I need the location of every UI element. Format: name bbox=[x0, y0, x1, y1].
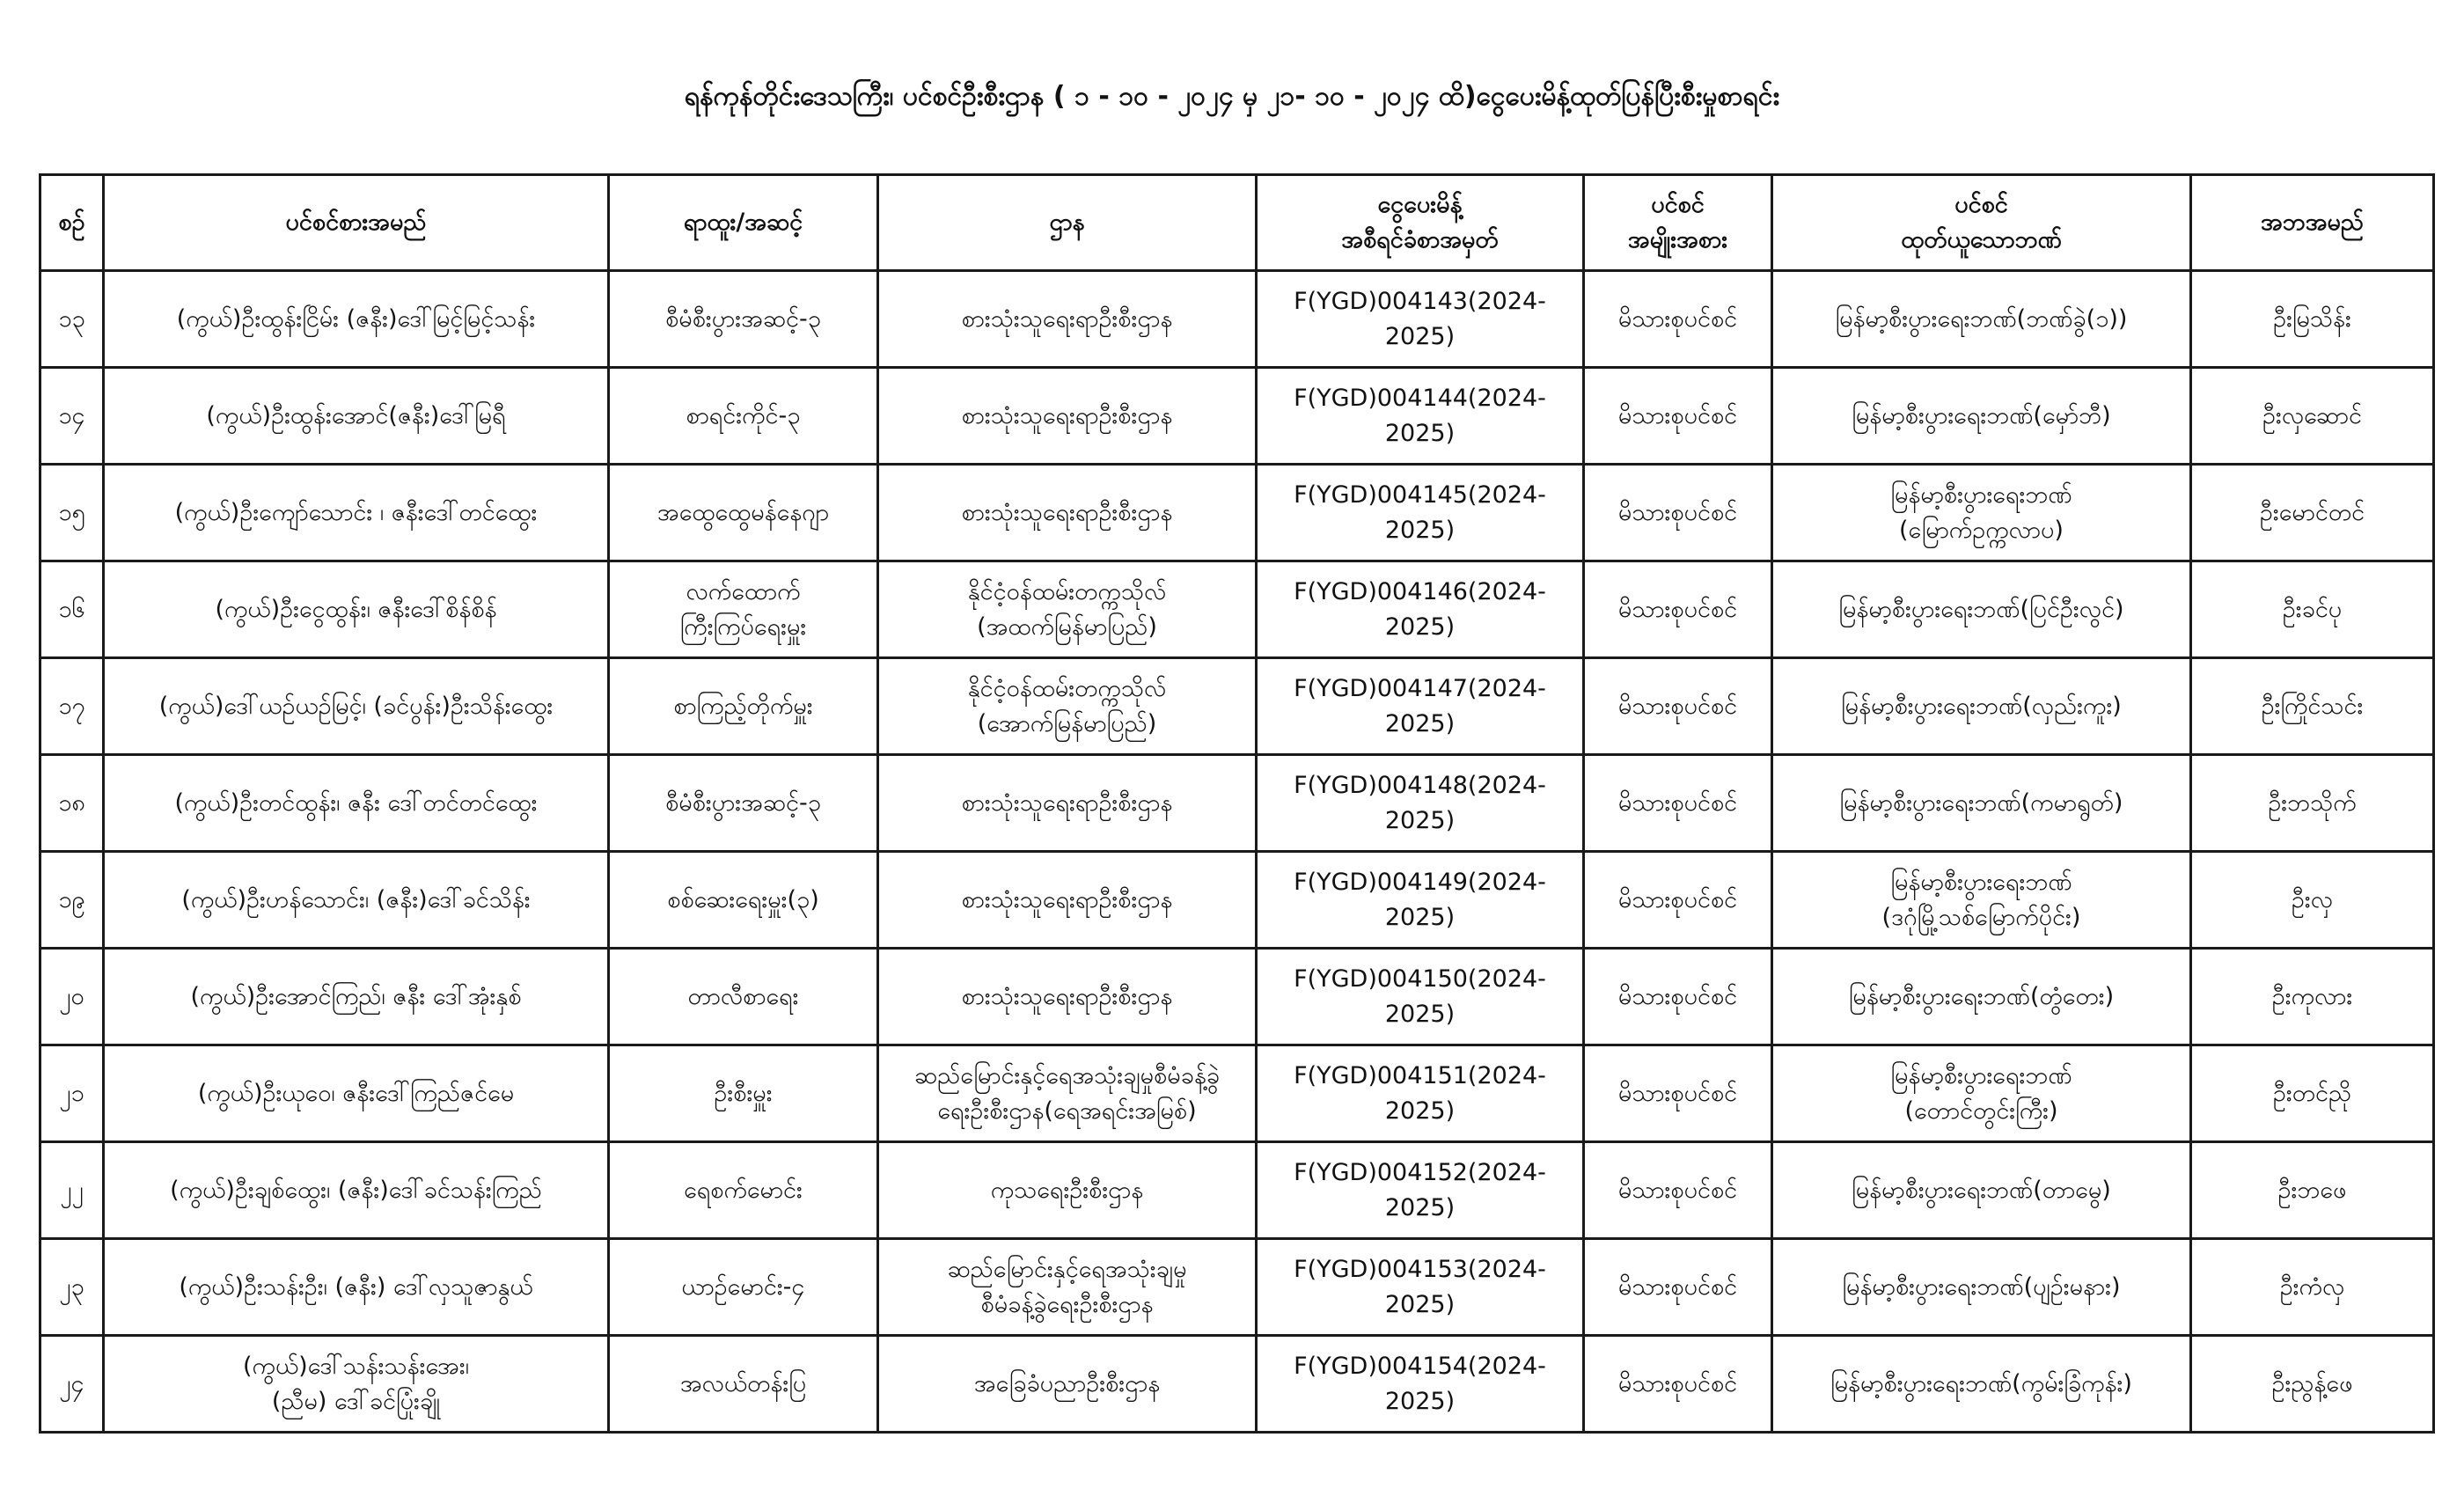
bank-cell bbox=[1772, 1045, 2191, 1142]
bank-cell-line: မြန်မာ့စီးပွားရေးဘဏ်(တာမွေ) bbox=[1852, 1176, 2111, 1204]
table-row bbox=[40, 1336, 2434, 1433]
department-cell-line: ကုသရေးဦးစီးဌာန bbox=[990, 1176, 1144, 1204]
bank-cell-line: မြန်မာ့စီးပွားရေးဘဏ်(ပြင်ဦးလွင်) bbox=[1838, 595, 2124, 623]
pensioner-name-cell bbox=[104, 658, 609, 755]
report-number-cell: F(YGD)004151(2024-2025) bbox=[1257, 1045, 1584, 1142]
report-number-cell: F(YGD)004150(2024-2025) bbox=[1257, 949, 1584, 1045]
pension-type-cell: မိသားစုပင်စင် bbox=[1584, 755, 1772, 852]
rank-cell-line: ရေစက်မောင်း bbox=[684, 1176, 803, 1204]
department-cell-line: စားသုံးသူရေးရာဦးစီးဌာန bbox=[961, 885, 1173, 913]
col-header-father-name bbox=[2191, 175, 2434, 271]
pension-type-cell: မိသားစုပင်စင် bbox=[1584, 1336, 1772, 1433]
rank-cell-line: စာရင်းကိုင်-၃ bbox=[686, 401, 801, 429]
pensioner-name-cell bbox=[104, 561, 609, 658]
bank-cell bbox=[1772, 852, 2191, 949]
father-name-cell: ဦးခင်ပု bbox=[2191, 561, 2434, 658]
bank-cell-line: (မြောက်ဥက္ကလာပ) bbox=[1899, 516, 2064, 544]
table-header-row bbox=[40, 175, 2434, 271]
department-cell bbox=[878, 1142, 1257, 1239]
pensioner-name-cell-line: (ကွယ်)ဦးယုဝေ၊ ဇနီးဒေါ်ကြည်ဇင်မေ bbox=[197, 1079, 515, 1107]
department-cell bbox=[878, 1239, 1257, 1336]
father-name-cell: ဦးမောင်တင် bbox=[2191, 465, 2434, 561]
rank-cell-line: စီမံစီးပွားအဆင့်-၃ bbox=[665, 304, 821, 333]
father-name-cell: ဦးညွန့်ဖေ bbox=[2191, 1336, 2434, 1433]
pensioner-name-cell bbox=[104, 755, 609, 852]
department-cell bbox=[878, 949, 1257, 1045]
pension-type-cell: မိသားစုပင်စင် bbox=[1584, 561, 1772, 658]
report-number-cell: F(YGD)004147(2024-2025) bbox=[1257, 658, 1584, 755]
department-cell-line: စားသုံးသူရေးရာဦးစီးဌာန bbox=[961, 982, 1173, 1010]
pensioner-name-cell-line: (ကွယ်)ဒေါ်သန်းသန်းအေး၊ bbox=[243, 1352, 469, 1380]
pensioner-name-cell bbox=[104, 368, 609, 465]
bank-cell-line: မြန်မာ့စီးပွားရေးဘဏ် bbox=[1890, 1061, 2072, 1089]
pensioner-name-cell-line: (ညီမ) ဒေါ်ခင်ပြုံးချို bbox=[271, 1387, 441, 1415]
header-line: ငွေပေးမိန့် bbox=[1377, 191, 1463, 218]
report-number-cell: F(YGD)004144(2024-2025) bbox=[1257, 368, 1584, 465]
pension-type-cell: မိသားစုပင်စင် bbox=[1584, 465, 1772, 561]
father-name-cell: ဦးကုလား bbox=[2191, 949, 2434, 1045]
header-line: အမျိုးအစား bbox=[1627, 226, 1728, 253]
col-header-pensioner-name bbox=[104, 175, 609, 271]
department-cell bbox=[878, 561, 1257, 658]
pension-type-cell: မိသားစုပင်စင် bbox=[1584, 1142, 1772, 1239]
serial-cell: ၁၅ bbox=[40, 465, 104, 561]
document-title: ရန်ကုန်တိုင်းဒေသကြီး၊ ပင်စင်ဦးစီးဌာန ( ၁ - ၁၀ - ၂၀၂၄ မှ ၂၁- ၁၀ - ၂၀၂၄ ထိ)ငွေပေးမိန့်ထုတ်ပြန်ပြီးစီးမှုစာရင်း bbox=[684, 81, 1780, 112]
col-header-report-number bbox=[1257, 175, 1584, 271]
pension-type-cell: မိသားစုပင်စင် bbox=[1584, 271, 1772, 368]
col-header-pension-type bbox=[1584, 175, 1772, 271]
serial-cell: ၁၈ bbox=[40, 755, 104, 852]
bank-cell bbox=[1772, 755, 2191, 852]
rank-cell bbox=[609, 1142, 878, 1239]
report-number-cell: F(YGD)004152(2024-2025) bbox=[1257, 1142, 1584, 1239]
bank-cell bbox=[1772, 1336, 2191, 1433]
bank-cell-line: မြန်မာ့စီးပွားရေးဘဏ်(တွံတေး) bbox=[1848, 982, 2115, 1010]
report-number-cell: F(YGD)004146(2024-2025) bbox=[1257, 561, 1584, 658]
pensioner-name-cell bbox=[104, 271, 609, 368]
rank-cell bbox=[609, 949, 878, 1045]
serial-cell: ၂၂ bbox=[40, 1142, 104, 1239]
header-line: ရာထူး/အဆင့် bbox=[683, 209, 803, 236]
rank-cell-line: အထွေထွေမန်နေဂျာ bbox=[656, 498, 830, 526]
department-cell bbox=[878, 271, 1257, 368]
department-cell bbox=[878, 1045, 1257, 1142]
table-row bbox=[40, 561, 2434, 658]
father-name-cell: ဦးကံလှ bbox=[2191, 1239, 2434, 1336]
pensioner-name-cell bbox=[104, 1239, 609, 1336]
bank-cell-line: မြန်မာ့စီးပွားရေးဘဏ်(လှည်းကူး) bbox=[1841, 692, 2122, 720]
department-cell bbox=[878, 658, 1257, 755]
serial-cell: ၁၇ bbox=[40, 658, 104, 755]
pensioner-name-cell-line: (ကွယ်)ဦးသန်းဦး၊ (ဇနီး) ဒေါ်လှသူဇာနွယ် bbox=[179, 1272, 533, 1301]
bank-cell bbox=[1772, 949, 2191, 1045]
rank-cell bbox=[609, 1239, 878, 1336]
bank-cell-line: မြန်မာ့စီးပွားရေးဘဏ် bbox=[1890, 868, 2072, 896]
serial-cell: ၂၁ bbox=[40, 1045, 104, 1142]
pensioner-name-cell-line: (ကွယ်)ဒေါ်ယဉ်ယဉ်မြင့်၊ (ခင်ပွန်း)ဦးသိန်းထွေး bbox=[158, 692, 554, 720]
pension-table bbox=[39, 173, 2435, 1434]
father-name-cell: ဦးဘသိုက် bbox=[2191, 755, 2434, 852]
pension-type-cell: မိသားစုပင်စင် bbox=[1584, 368, 1772, 465]
department-cell bbox=[878, 755, 1257, 852]
header-line: ပင်စင် bbox=[1954, 191, 2008, 218]
report-number-cell: F(YGD)004154(2024-2025) bbox=[1257, 1336, 1584, 1433]
pensioner-name-cell bbox=[104, 1142, 609, 1239]
table-body bbox=[40, 271, 2434, 1433]
pensioner-name-cell-line: (ကွယ်)ဦးချစ်ထွေး၊ (ဇနီး)ဒေါ်ခင်သန်းကြည် bbox=[170, 1176, 542, 1204]
pension-type-cell: မိသားစုပင်စင် bbox=[1584, 658, 1772, 755]
table-row bbox=[40, 368, 2434, 465]
table-row bbox=[40, 465, 2434, 561]
pensioner-name-cell bbox=[104, 465, 609, 561]
header-line: စဉ် bbox=[58, 209, 85, 236]
bank-cell bbox=[1772, 1239, 2191, 1336]
header-line: အဘအမည် bbox=[2260, 209, 2365, 236]
rank-cell bbox=[609, 271, 878, 368]
department-cell-line: နိုင်ငံ့ဝန်ထမ်းတက္ကသိုလ် bbox=[967, 674, 1167, 702]
father-name-cell: ဦးလှ bbox=[2191, 852, 2434, 949]
department-cell-line: (အထက်မြန်မာပြည်) bbox=[977, 612, 1157, 641]
pension-type-cell: မိသားစုပင်စင် bbox=[1584, 1045, 1772, 1142]
rank-cell bbox=[609, 1336, 878, 1433]
table-row bbox=[40, 1239, 2434, 1336]
table-row bbox=[40, 755, 2434, 852]
table-row bbox=[40, 949, 2434, 1045]
rank-cell-line: ဦးစီးမှူး bbox=[714, 1079, 773, 1107]
pensioner-name-cell-line: (ကွယ်)ဦးတင်ထွန်း၊ ဇနီး ဒေါ်တင်တင်ထွေး bbox=[174, 788, 538, 817]
pension-type-cell: မိသားစုပင်စင် bbox=[1584, 949, 1772, 1045]
serial-cell: ၁၃ bbox=[40, 271, 104, 368]
department-cell-line: စားသုံးသူရေးရာဦးစီးဌာန bbox=[961, 304, 1173, 333]
bank-cell bbox=[1772, 561, 2191, 658]
rank-cell-line: စီမံစီးပွားအဆင့်-၃ bbox=[665, 788, 821, 817]
header-line: ပင်စင်စားအမည် bbox=[285, 209, 427, 236]
bank-cell-line: မြန်မာ့စီးပွားရေးဘဏ်(ဘဏ်ခွဲ(၁)) bbox=[1835, 304, 2128, 333]
department-cell-line: စီမံခန့်ခွဲရေးဦးစီးဌာန bbox=[980, 1290, 1154, 1318]
report-number-cell: F(YGD)004145(2024-2025) bbox=[1257, 465, 1584, 561]
bank-cell-line: မြန်မာ့စီးပွားရေးဘဏ်(ကမာရွတ်) bbox=[1839, 788, 2123, 817]
bank-cell bbox=[1772, 271, 2191, 368]
rank-cell bbox=[609, 1045, 878, 1142]
rank-cell-line: စစ်ဆေးရေးမှူး(၃) bbox=[667, 885, 819, 913]
father-name-cell: ဦးကြိုင်သင်း bbox=[2191, 658, 2434, 755]
header-line: အစီရင်ခံစာအမှတ် bbox=[1341, 226, 1499, 253]
report-number-cell: F(YGD)004143(2024-2025) bbox=[1257, 271, 1584, 368]
bank-cell bbox=[1772, 1142, 2191, 1239]
pensioner-name-cell-line: (ကွယ်)ဦးအောင်ကြည်၊ ဇနီး ဒေါ်အုံးနှစ် bbox=[190, 982, 522, 1010]
pension-type-cell: မိသားစုပင်စင် bbox=[1584, 1239, 1772, 1336]
department-cell-line: ရေးဦးစီးဌာန(ရေအရင်းအမြစ်) bbox=[937, 1096, 1197, 1125]
bank-cell-line: မြန်မာ့စီးပွားရေးဘဏ်(မှော်ဘီ) bbox=[1852, 401, 2111, 429]
serial-cell: ၁၄ bbox=[40, 368, 104, 465]
serial-cell: ၂၃ bbox=[40, 1239, 104, 1336]
serial-cell: ၂၀ bbox=[40, 949, 104, 1045]
header-line: ထုတ်ယူသောဘဏ် bbox=[1901, 226, 2062, 253]
rank-cell bbox=[609, 658, 878, 755]
department-cell-line: အခြေခံပညာဦးစီးဌာန bbox=[973, 1369, 1161, 1397]
pensioner-name-cell-line: (ကွယ်)ဦးကျော်သောင်း ၊ ဇနီးဒေါ်တင်ထွေး bbox=[174, 498, 538, 526]
father-name-cell: ဦးဘဖေ bbox=[2191, 1142, 2434, 1239]
department-cell-line: ဆည်မြောင်းနှင့်ရေအသုံးချမှုစီမံခန့်ခွဲ bbox=[914, 1061, 1220, 1089]
bank-cell-line: မြန်မာ့စီးပွားရေးဘဏ်(ကွမ်းခြံကုန်း) bbox=[1830, 1369, 2132, 1397]
department-cell-line: ဆည်မြောင်းနှင့်ရေအသုံးချမှု bbox=[947, 1255, 1187, 1283]
col-header-rank bbox=[609, 175, 878, 271]
rank-cell-line: အလယ်တန်းပြ bbox=[679, 1369, 807, 1397]
bank-cell-line: (ဒဂုံမြို့သစ်မြောက်ပိုင်း) bbox=[1881, 903, 2081, 931]
department-cell bbox=[878, 465, 1257, 561]
report-number-cell: F(YGD)004153(2024-2025) bbox=[1257, 1239, 1584, 1336]
bank-cell-line: မြန်မာ့စီးပွားရေးဘဏ် bbox=[1890, 480, 2072, 509]
table-row bbox=[40, 271, 2434, 368]
father-name-cell: ဦးလှဆောင် bbox=[2191, 368, 2434, 465]
rank-cell-line: လက်ထောက် bbox=[686, 577, 801, 605]
serial-cell: ၁၆ bbox=[40, 561, 104, 658]
pensioner-name-cell bbox=[104, 949, 609, 1045]
rank-cell-line: တာလီစာရေး bbox=[687, 982, 799, 1010]
bank-cell-line: (တောင်တွင်းကြီး) bbox=[1904, 1096, 2058, 1125]
col-header-serial bbox=[40, 175, 104, 271]
father-name-cell: ဦးတင်ညို bbox=[2191, 1045, 2434, 1142]
header-line: ပင်စင် bbox=[1651, 191, 1705, 218]
serial-cell: ၁၉ bbox=[40, 852, 104, 949]
bank-cell-line: မြန်မာ့စီးပွားရေးဘဏ်(ပျဉ်းမနား) bbox=[1842, 1272, 2121, 1301]
department-cell bbox=[878, 852, 1257, 949]
pensioner-name-cell-line: (ကွယ်)ဦးထွန်းငြိမ်း (ဇနီး)ဒေါ်မြင့်မြင့်သန်း bbox=[176, 304, 536, 333]
pensioner-name-cell bbox=[104, 1336, 609, 1433]
department-cell-line: (အောက်မြန်မာပြည်) bbox=[977, 709, 1157, 737]
rank-cell-line: ယာဉ်မောင်း-၄ bbox=[681, 1272, 805, 1301]
col-header-department bbox=[878, 175, 1257, 271]
department-cell bbox=[878, 1336, 1257, 1433]
rank-cell-line: စာကြည့်တိုက်မှူး bbox=[673, 692, 813, 720]
bank-cell bbox=[1772, 658, 2191, 755]
rank-cell bbox=[609, 755, 878, 852]
table-row bbox=[40, 852, 2434, 949]
report-number-cell: F(YGD)004149(2024-2025) bbox=[1257, 852, 1584, 949]
bank-cell bbox=[1772, 465, 2191, 561]
department-cell-line: စားသုံးသူရေးရာဦးစီးဌာန bbox=[961, 788, 1173, 817]
rank-cell bbox=[609, 561, 878, 658]
rank-cell bbox=[609, 368, 878, 465]
pension-type-cell: မိသားစုပင်စင် bbox=[1584, 852, 1772, 949]
rank-cell bbox=[609, 465, 878, 561]
pensioner-name-cell-line: (ကွယ်)ဦးဟန်သောင်း၊ (ဇနီး)ဒေါ်ခင်သိန်း bbox=[181, 885, 531, 913]
table-row bbox=[40, 1142, 2434, 1239]
pensioner-name-cell bbox=[104, 1045, 609, 1142]
col-header-bank bbox=[1772, 175, 2191, 271]
table-row bbox=[40, 1045, 2434, 1142]
pensioner-name-cell bbox=[104, 852, 609, 949]
pensioner-name-cell-line: (ကွယ်)ဦးငွေထွန်း၊ ဇနီးဒေါ်စိန်စိန် bbox=[215, 595, 497, 623]
pensioner-name-cell-line: (ကွယ်)ဦးထွန်းအောင်(ဇနီး)ဒေါ်မြရီ bbox=[206, 401, 506, 429]
bank-cell bbox=[1772, 368, 2191, 465]
report-number-cell: F(YGD)004148(2024-2025) bbox=[1257, 755, 1584, 852]
department-cell-line: စားသုံးသူရေးရာဦးစီးဌာန bbox=[961, 498, 1173, 526]
serial-cell: ၂၄ bbox=[40, 1336, 104, 1433]
table-row bbox=[40, 658, 2434, 755]
rank-cell-line: ကြီးကြပ်ရေးမှူး bbox=[679, 612, 807, 641]
rank-cell bbox=[609, 852, 878, 949]
department-cell bbox=[878, 368, 1257, 465]
department-cell-line: နိုင်ငံ့ဝန်ထမ်းတက္ကသိုလ် bbox=[967, 577, 1167, 605]
department-cell-line: စားသုံးသူရေးရာဦးစီးဌာန bbox=[961, 401, 1173, 429]
header-line: ဌာန bbox=[1049, 209, 1085, 236]
father-name-cell: ဦးမြသိန်း bbox=[2191, 271, 2434, 368]
